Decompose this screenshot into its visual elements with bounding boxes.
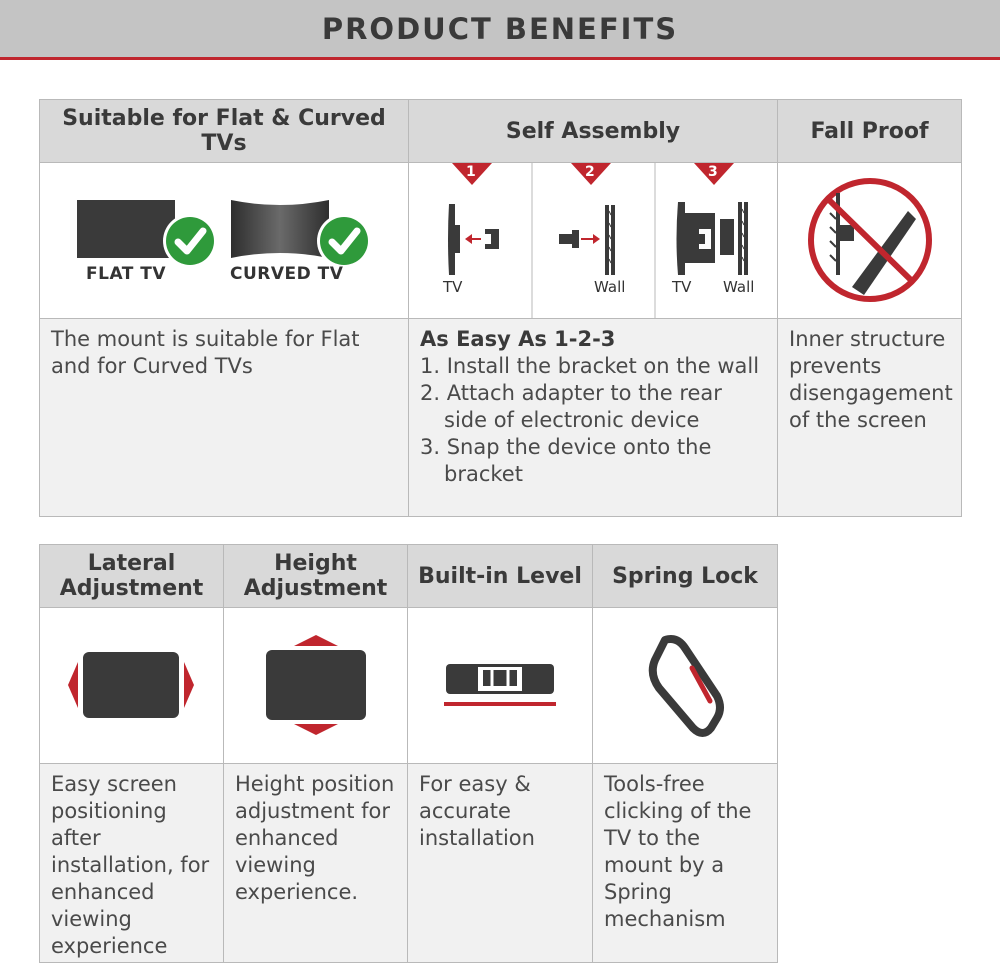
flat-curved-header [40, 100, 409, 163]
height-icon-cell [224, 608, 408, 764]
height-title-line1: Height [274, 551, 357, 576]
level-title: Built-in Level [418, 563, 582, 589]
lateral-description: Easy screen positioning after installation, for enhanced viewing experience [51, 772, 210, 958]
assembly-step-item: 1. Install the bracket on the wall [420, 354, 760, 378]
bottom-features-table [39, 544, 778, 963]
fall-proof-header [778, 100, 962, 163]
height-adjustment-icon [224, 608, 408, 764]
carabiner-icon [593, 608, 778, 764]
step-3-wall-label: Wall [723, 278, 755, 296]
flat-curved-description: The mount is suitable for Flat and for Curved TVs [51, 327, 360, 378]
self-assembly-title: Self Assembly [505, 118, 681, 144]
assembly-step-item: 3. Snap the device onto the bracket [420, 435, 712, 486]
lateral-title-line2: Adjustment [59, 576, 204, 601]
flat-tv-label: FLAT TV [86, 264, 167, 284]
fall-proof-icon-cell [778, 163, 962, 319]
level-description: For easy & accurate installation [419, 772, 535, 850]
flat-and-curved-tv-icon [40, 163, 409, 319]
self-assembly-description-cell [409, 319, 778, 517]
height-description: Height position adjustment for enhanced viewing experience. [235, 772, 395, 904]
fall-proof-description-cell [778, 319, 962, 517]
banner-title: PRODUCT BENEFITS [321, 11, 679, 46]
no-fall-icon [778, 163, 962, 319]
top-features-table [39, 99, 962, 517]
fall-proof-description: Inner structure prevents disengagement of the screen [789, 327, 953, 432]
flat-curved-title: Suitable for Flat & Curved TVs [62, 106, 386, 156]
spring-lock-description: Tools-free clicking of the TV to the mount by a Spring mechanism [604, 772, 752, 931]
lateral-title-line1: Lateral [87, 551, 176, 576]
self-assembly-heading: As Easy As 1-2-3 [420, 327, 616, 351]
lateral-description-cell [40, 764, 224, 963]
height-description-cell [224, 764, 408, 963]
step-2-number: 2 [585, 164, 595, 180]
spring-lock-title: Spring Lock [612, 563, 758, 589]
assembly-step-item: 2. Attach adapter to the rear side of electronic device [420, 381, 722, 432]
height-title-line2: Adjustment [243, 576, 388, 601]
fall-proof-title: Fall Proof [810, 118, 929, 144]
level-description-cell [408, 764, 593, 963]
spring-lock-icon-cell [593, 608, 778, 764]
step-1-tv-label: TV [443, 278, 463, 296]
spring-lock-description-cell [593, 764, 778, 963]
flat-curved-icon-cell [40, 163, 409, 319]
lateral-icon-cell [40, 608, 224, 764]
curved-tv-label: CURVED TV [230, 264, 344, 284]
height-adjustment-header [224, 545, 408, 608]
step-3-number: 3 [708, 164, 718, 180]
lateral-adjustment-icon [40, 608, 224, 764]
product-benefits-banner [0, 0, 1000, 60]
spring-lock-header [593, 545, 778, 608]
step-2-wall-label: Wall [594, 278, 626, 296]
built-in-level-header [408, 545, 593, 608]
spirit-level-icon [408, 608, 593, 764]
step-1-number: 1 [466, 164, 476, 180]
level-icon-cell [408, 608, 593, 764]
self-assembly-icon-cell [409, 163, 778, 319]
lateral-adjustment-header [40, 545, 224, 608]
self-assembly-header [409, 100, 778, 163]
flat-curved-description-cell [40, 319, 409, 517]
assembly-steps-list [420, 353, 767, 488]
step-3-tv-label: TV [672, 278, 692, 296]
